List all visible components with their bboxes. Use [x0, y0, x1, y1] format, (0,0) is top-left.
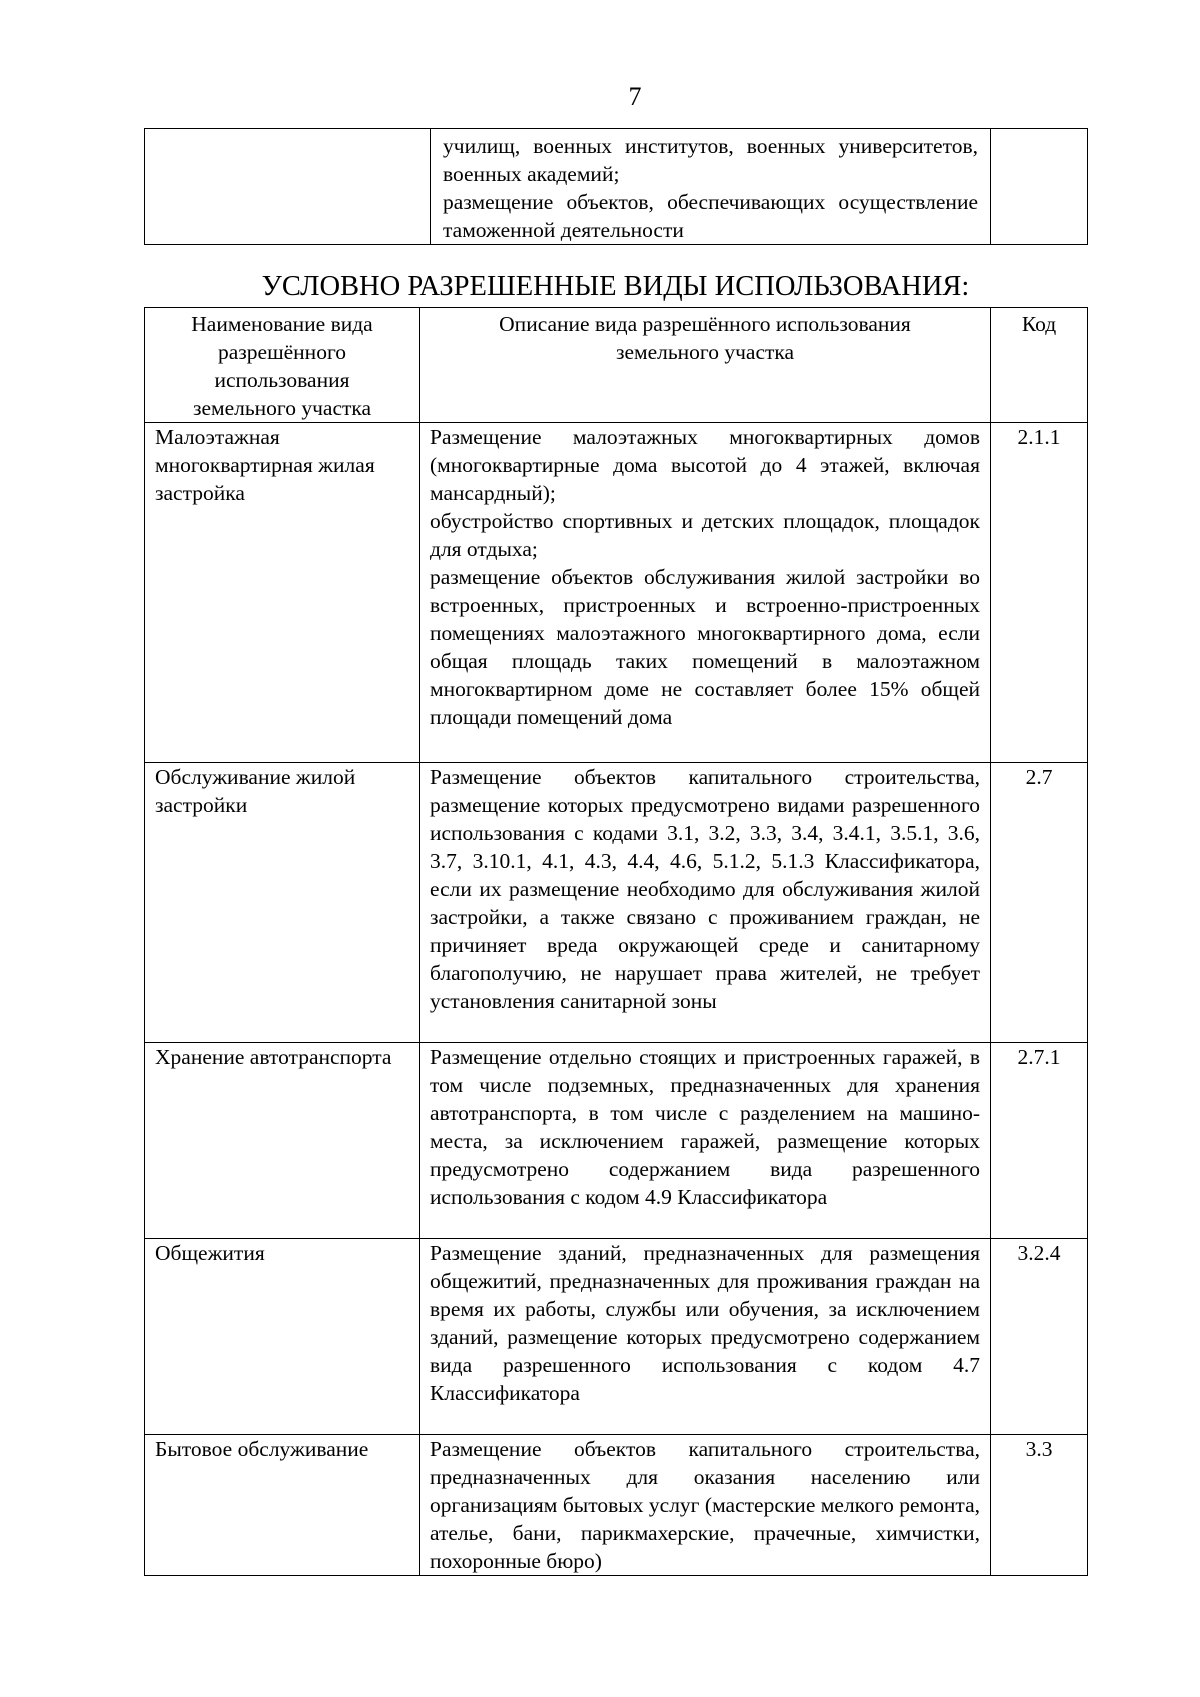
description-paragraph: Размещение отдельно стоящих и пристроенных гаражей, в том числе подземных, предназначенных для хранения автотранспорта, в том числе с разделением на машино-места, за исключением гаражей, размещение которых предусмотрено содержанием вида разрешенного использования с кодом 4.9 Классификатора	[430, 1045, 980, 1209]
table-row	[145, 1043, 1088, 1239]
description-paragraph: размещение объектов обслуживания жилой застройки во встроенных, пристроенных и встроенно-пристроенных помещениях малоэтажного многоквартирного дома, если общая площадь таких помещений в малоэтажном многоквартирном доме не составляет более 15% общей площади помещений дома	[430, 565, 980, 729]
row-description	[420, 1435, 991, 1576]
page-number: 7	[628, 82, 642, 111]
row-code: 3.2.4	[991, 1239, 1088, 1435]
row-name: Общежития	[145, 1239, 420, 1435]
row-code: 2.1.1	[991, 423, 1088, 763]
table-row	[145, 763, 1088, 1043]
continuation-code-cell	[991, 129, 1088, 245]
row-description	[420, 423, 991, 763]
description-paragraph: Размещение малоэтажных многоквартирных домов (многоквартирные дома высотой до 4 этажей, включая мансардный);	[430, 425, 980, 505]
continuation-paragraph: размещение объектов, обеспечивающих осуществление таможенной деятельности	[443, 190, 978, 242]
table-row	[145, 1435, 1088, 1576]
row-code: 2.7	[991, 763, 1088, 1043]
table-row	[145, 423, 1088, 763]
land-use-table	[144, 307, 1088, 1576]
description-paragraph: Размещение объектов капитального строительства, размещение которых предусмотрено видами разрешенного использования с кодами 3.1, 3.2, 3.3, 3.4, 3.4.1, 3.5.1, 3.6, 3.7, 3.10.1, 4.1, 4.3, 4.4, 4.6, 5.1.2, 5.1.3 Классификатора, если их размещение необходимо для обслуживания жилой застройки, а также связано с проживанием граждан, не причиняет вреда окружающей среде и санитарному благополучию, не нарушает права жителей, не требует установления санитарной зоны	[430, 765, 980, 1013]
header-code: Код	[991, 308, 1088, 423]
description-paragraph: обустройство спортивных и детских площадок, площадок для отдыха;	[430, 509, 980, 561]
continuation-paragraph: училищ, военных институтов, военных университетов, военных академий;	[443, 134, 978, 186]
section-title: УСЛОВНО РАЗРЕШЕННЫЕ ВИДЫ ИСПОЛЬЗОВАНИЯ:	[261, 271, 970, 302]
row-name: Малоэтажная многоквартирная жилая застройка	[145, 423, 420, 763]
row-name: Хранение автотранспорта	[145, 1043, 420, 1239]
header-name: Наименование вида разрешённого использования земельного участка	[145, 308, 420, 423]
row-code: 2.7.1	[991, 1043, 1088, 1239]
continuation-description-cell	[431, 129, 991, 245]
row-description	[420, 1239, 991, 1435]
table-header-row	[145, 308, 1088, 423]
description-paragraph: Размещение зданий, предназначенных для размещения общежитий, предназначенных для проживания граждан на время их работы, службы или обучения, за исключением зданий, размещение которых предусмотрено содержанием вида разрешенного использования с кодом 4.7 Классификатора	[430, 1241, 980, 1405]
continuation-name-cell	[145, 129, 431, 245]
row-name: Бытовое обслуживание	[145, 1435, 420, 1576]
row-name: Обслуживание жилой застройки	[145, 763, 420, 1043]
description-paragraph: Размещение объектов капитального строительства, предназначенных для оказания населению или организациям бытовых услуг (мастерские мелкого ремонта, ателье, бани, парикмахерские, прачечные, химчистки, похоронные бюро)	[430, 1437, 980, 1573]
row-description	[420, 763, 991, 1043]
continuation-table	[144, 128, 1088, 245]
continuation-row	[145, 129, 1088, 245]
table-row	[145, 1239, 1088, 1435]
row-description	[420, 1043, 991, 1239]
header-description: Описание вида разрешённого использования земельного участка	[420, 308, 991, 423]
row-code: 3.3	[991, 1435, 1088, 1576]
